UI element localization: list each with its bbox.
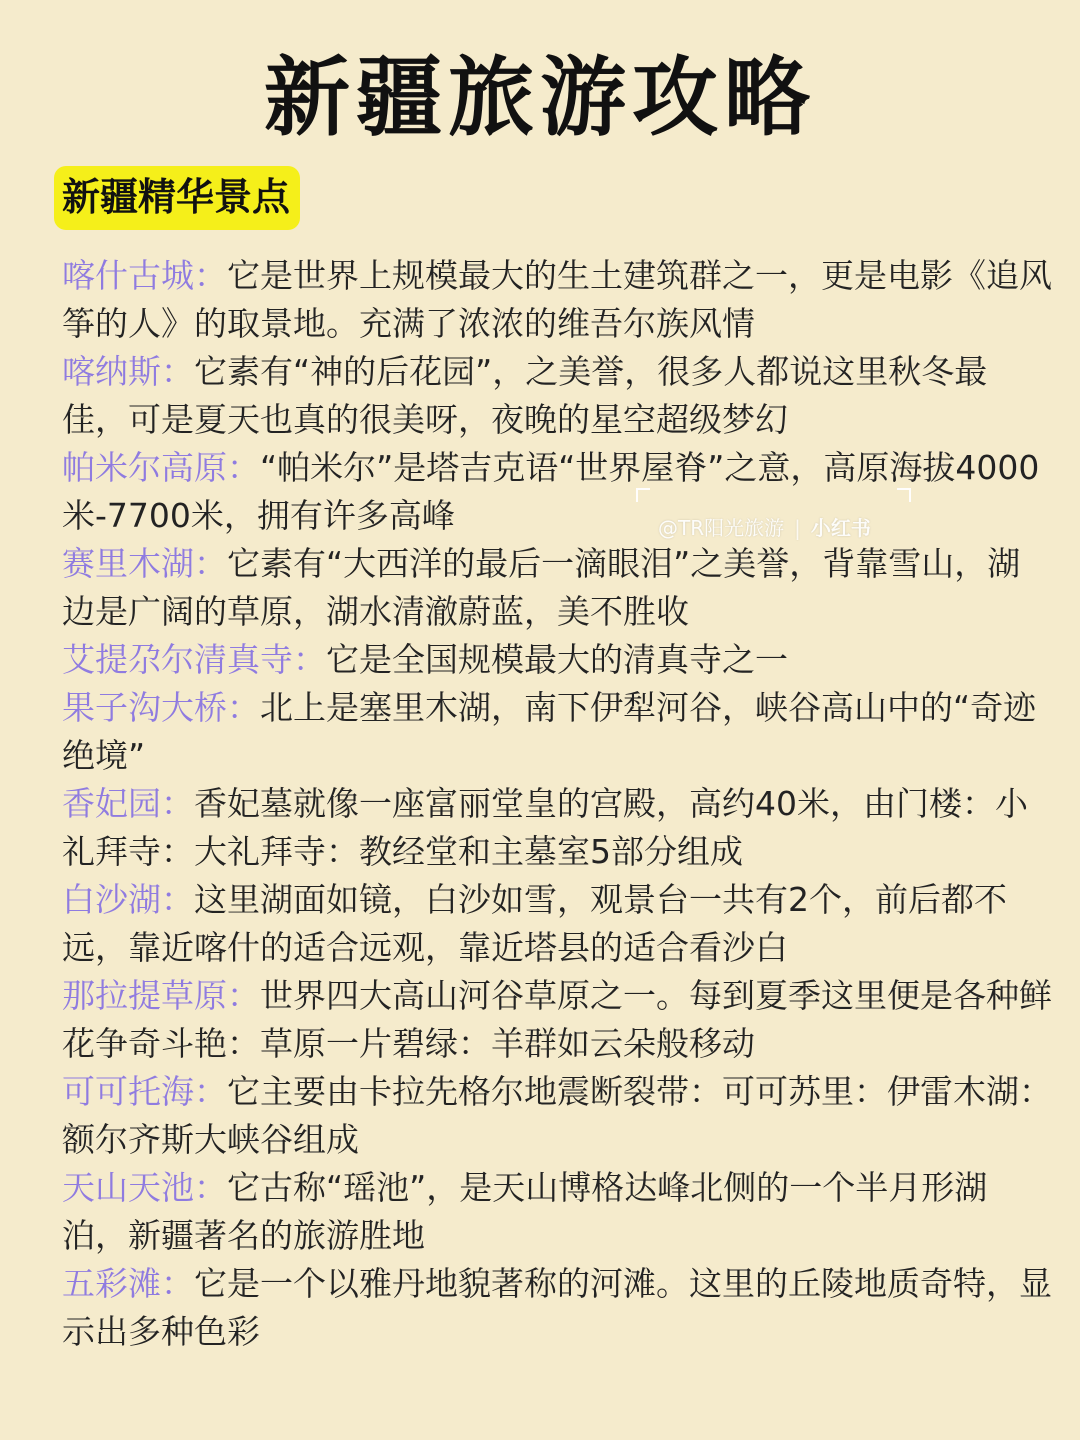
section-label: 新疆精华景点 [54,166,300,230]
attraction-name: 果子沟大桥： [62,688,260,727]
attraction-description: 它主要由卡拉先格尔地震断裂带：可可苏里：伊雷木湖：额尔齐斯大峡谷组成 [62,1072,1052,1159]
attraction-name: 香妃园： [62,784,194,823]
watermark [636,488,911,548]
attraction-entry [62,684,1052,780]
attraction-name: 那拉提草原： [62,976,260,1015]
attraction-description: 它素有“神的后花园”，之美誉，很多人都说这里秋冬最佳，可是夏天也真的很美呀，夜晚的星空超级梦幻 [62,352,988,439]
attraction-name: 白沙湖： [62,880,194,919]
attraction-description: 世界四大高山河谷草原之一。每到夏季这里便是各种鲜花争奇斗艳：草原一片碧绿：羊群如云朵般移动 [62,976,1052,1063]
attraction-list [62,252,1052,1356]
attraction-name: 可可托海： [62,1072,227,1111]
attraction-entry [62,876,1052,972]
attraction-entry [62,1260,1052,1356]
watermark-text [658,512,871,541]
attraction-name: 天山天池： [62,1168,227,1207]
attraction-description: 它素有“大西洋的最后一滴眼泪”之美誉，背靠雪山，湖边是广阔的草原，湖水清澈蔚蓝，美不胜收 [62,544,1021,631]
attraction-description: 它古称“瑶池”，是天山博格达峰北侧的一个半月形湖泊，新疆著名的旅游胜地 [62,1168,988,1255]
page-title: 新疆旅游攻略 [264,48,816,148]
attraction-name: 帕米尔高原： [62,448,260,487]
attraction-name: 艾提尕尔清真寺： [62,640,326,679]
attraction-description: 它是世界上规模最大的生土建筑群之一，更是电影《追风筝的人》的取景地。充满了浓浓的维吾尔族风情 [62,256,1052,343]
watermark-corner-icon [636,488,650,502]
attraction-entry [62,540,1052,636]
attraction-entry [62,972,1052,1068]
attraction-description: 北上是塞里木湖，南下伊犁河谷，峡谷高山中的“奇迹绝境” [62,688,1037,775]
attraction-name: 五彩滩： [62,1264,194,1303]
attraction-description: 香妃墓就像一座富丽堂皇的宫殿，高约40米，由门楼：小礼拜寺：大礼拜寺：教经堂和主墓室5部分组成 [62,784,1028,871]
attraction-entry [62,252,1052,348]
watermark-handle: @TR阳光旅游 [658,516,785,540]
attraction-description: 这里湖面如镜，白沙如雪，观景台一共有2个，前后都不远，靠近喀什的适合远观，靠近塔县的适合看沙白 [62,880,1007,967]
attraction-entry [62,1068,1052,1164]
attraction-description: 它是全国规模最大的清真寺之一 [326,640,788,679]
watermark-corner-icon [897,488,911,502]
attraction-entry [62,1164,1052,1260]
attraction-name: 喀纳斯： [62,352,194,391]
attraction-entry [62,780,1052,876]
attraction-name: 喀什古城： [62,256,227,295]
attraction-name: 赛里木湖： [62,544,227,583]
attraction-description: “帕米尔”是塔吉克语“世界屋脊”之意，高原海拔4000米-7700米，拥有许多高峰 [62,448,1040,535]
watermark-divider: | [794,516,801,540]
attraction-description: 它是一个以雅丹地貌著称的河滩。这里的丘陵地质奇特，显示出多种色彩 [62,1264,1052,1351]
attraction-entry [62,348,1052,444]
watermark-brand: 小红书 [810,516,871,540]
attraction-entry [62,636,1052,684]
